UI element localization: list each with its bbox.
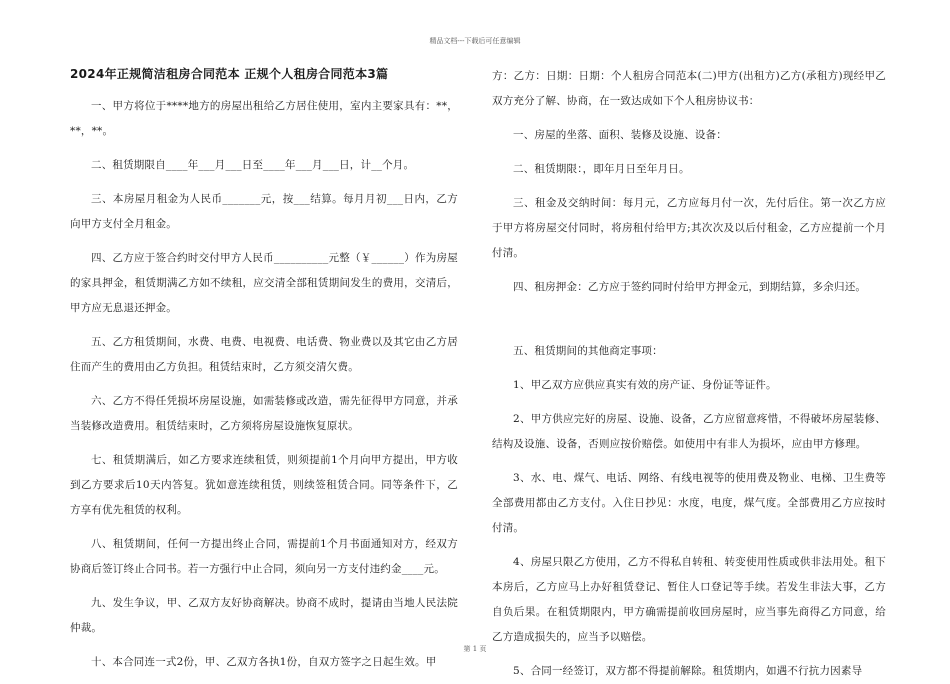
clause-paragraph: 三、租金及交纳时间：每月元，乙方应每月付一次，先付后住。第一次乙方应于甲方将房屋交付同时，将房租付给甲方;其次次及以后付租金，乙方应提前一个月付清。	[492, 197, 886, 259]
document-title: 2024年正规简洁租房合同范本 正规个人租房合同范本3篇	[70, 67, 389, 81]
clause-paragraph: 5、合同一经签订，双方都不得提前解除。租赁期内，如遇不行抗力因素导	[513, 665, 863, 677]
clause-paragraph: 方：乙方：日期：日期：个人租房合同范本(二)甲方(出租方)乙方(承租方)现经甲乙双方充分了解、协商，在一致达成如下个人租房协议书：	[492, 70, 886, 107]
clause-paragraph: 十、本合同连一式2份，甲、乙双方各执1份，自双方签字之日起生效。甲	[91, 656, 437, 668]
clause-paragraph: 二、租赁期限自____年___月___日至____年___月___日，计__个月。	[91, 159, 415, 171]
clause-paragraph: 1、甲乙双方应供应真实有效的房产证、身份证等证件。	[513, 379, 777, 391]
clause-paragraph: 2、甲方供应完好的房屋、设施、设备，乙方应留意疼惜，不得破坏房屋装修、结构及设施、设备，否则应按价赔偿。如使用中有非人为损坏，应由甲方修理。	[492, 413, 886, 450]
right-column	[492, 64, 886, 684]
header-note: 精品文档---下载后可任意编辑	[429, 37, 521, 45]
clause-paragraph: 4、房屋只限乙方使用，乙方不得私自转租、转变使用性质或供非法用处。租下本房后，乙方应马上办好租赁登记、暂住人口登记等手续。若发生非法大事，乙方自负后果。在租赁期限内，甲方确需提前收回房屋时，应当事先商得乙方同意，给乙方造成损失的，应当予以赔偿。	[492, 556, 886, 643]
clause-paragraph: 3、水、电、煤气、电话、网络、有线电视等的使用费及物业、电梯、卫生费等全部费用都由乙方支付。入住日抄见：水度，电度，煤气度。全部费用乙方应按时付清。	[492, 472, 886, 534]
clause-paragraph: 五、乙方租赁期间，水费、电费、电视费、电话费、物业费以及其它由乙方居住而产生的费用由乙方负担。租赁结束时，乙方须交清欠费。	[70, 336, 458, 373]
clause-paragraph: 二、租赁期限：，即年月日至年月日。	[513, 163, 690, 175]
clause-paragraph: 八、租赁期间，任何一方提出终止合同，需提前1个月书面通知对方，经双方协商后签订终止合同书。若一方强行中止合同，须向另一方支付违约金____元。	[70, 538, 458, 575]
clause-paragraph: 四、乙方应于签合约时交付甲方人民币__________元整（￥______）作为房屋的家具押金，租赁期满乙方如不续租，应交清全部租赁期间发生的费用，交清后，甲方应无息退还押金。	[70, 252, 458, 314]
page-number: 第 1 页	[463, 645, 487, 653]
clause-paragraph: 五、租赁期间的其他商定事项：	[513, 345, 663, 357]
left-column	[70, 64, 458, 675]
paragraph-gap	[492, 309, 886, 339]
clause-paragraph: 六、乙方不得任凭损坏房屋设施，如需装修或改造，需先征得甲方同意，并承当装修改造费用。租赁结束时，乙方须将房屋设施恢复原状。	[70, 395, 458, 432]
clause-paragraph: 四、租房押金：乙方应于签约同时付给甲方押金元，到期结算，多余归还。	[513, 281, 867, 293]
clause-paragraph: 三、本房屋月租金为人民币_______元，按___结算。每月月初___日内，乙方向甲方支付全月租金。	[70, 193, 458, 230]
clause-paragraph: 一、甲方将位于****地方的房屋出租给乙方居住使用，室内主要家具有：**，**，**。	[70, 100, 458, 137]
clause-paragraph: 一、房屋的坐落、面积、装修及设施、设备：	[513, 129, 727, 141]
clause-paragraph: 七、租赁期满后，如乙方要求连续租赁，则须提前1个月向甲方提出，甲方收到乙方要求后10天内答复。犹如意连续租赁，则续签租赁合同。同等条件下，乙方享有优先租赁的权利。	[70, 454, 458, 516]
clause-paragraph: 九、发生争议，甲、乙双方友好协商解决。协商不成时，提请由当地人民法院仲裁。	[70, 597, 458, 634]
